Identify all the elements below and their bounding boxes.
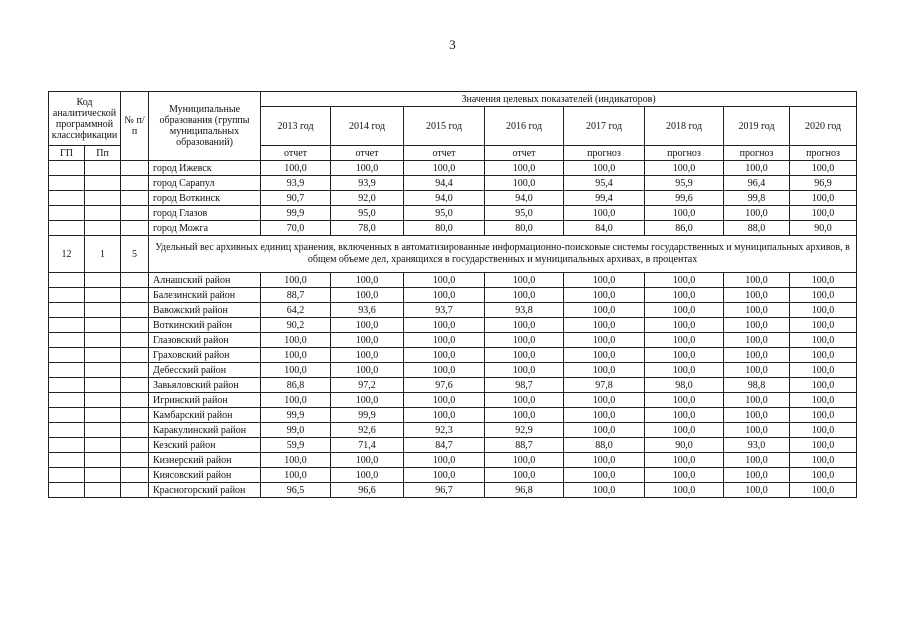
num-header: № п/п [121, 92, 149, 161]
num-cell [121, 303, 149, 318]
indicators-table [48, 91, 857, 498]
num-cell [121, 363, 149, 378]
value-cell: 100,0 [404, 393, 485, 408]
table-row [49, 161, 857, 176]
value-type-header: отчет [261, 146, 331, 161]
value-cell: 100,0 [724, 363, 790, 378]
pp-cell [85, 483, 121, 498]
pp-cell [85, 438, 121, 453]
value-cell: 94,0 [404, 191, 485, 206]
value-cell: 97,2 [331, 378, 404, 393]
value-cell: 100,0 [790, 423, 857, 438]
num-cell [121, 333, 149, 348]
values-header: Значения целевых показателей (индикаторов) [261, 92, 857, 107]
gp-cell [49, 318, 85, 333]
value-cell: 100,0 [724, 273, 790, 288]
value-cell: 96,6 [331, 483, 404, 498]
num-cell [121, 408, 149, 423]
value-cell: 100,0 [645, 453, 724, 468]
value-cell: 100,0 [261, 333, 331, 348]
municipality-name: Вавожский район [149, 303, 261, 318]
municipality-name: Красногорский район [149, 483, 261, 498]
value-cell: 100,0 [724, 453, 790, 468]
value-cell: 100,0 [645, 348, 724, 363]
municipality-name: город Глазов [149, 206, 261, 221]
value-cell: 100,0 [790, 468, 857, 483]
value-cell: 93,7 [404, 303, 485, 318]
pp-header: Пп [85, 146, 121, 161]
gp-cell [49, 483, 85, 498]
value-cell: 88,7 [485, 438, 564, 453]
value-cell: 100,0 [564, 363, 645, 378]
num-cell [121, 273, 149, 288]
value-cell: 100,0 [790, 191, 857, 206]
value-cell: 98,0 [645, 378, 724, 393]
value-cell: 88,0 [724, 221, 790, 236]
table-row [49, 438, 857, 453]
value-cell: 88,0 [564, 438, 645, 453]
municipality-name: город Воткинск [149, 191, 261, 206]
value-cell: 100,0 [331, 273, 404, 288]
gp-cell [49, 288, 85, 303]
value-cell: 100,0 [724, 161, 790, 176]
value-cell: 100,0 [645, 273, 724, 288]
value-cell: 100,0 [564, 408, 645, 423]
num-cell [121, 393, 149, 408]
value-cell: 100,0 [261, 348, 331, 363]
num-cell [121, 176, 149, 191]
value-cell: 100,0 [724, 348, 790, 363]
value-cell: 100,0 [404, 408, 485, 423]
gp-header: ГП [49, 146, 85, 161]
value-cell: 84,0 [564, 221, 645, 236]
table-row [49, 288, 857, 303]
table-row [49, 303, 857, 318]
pp-cell [85, 453, 121, 468]
municipality-name: Граховский район [149, 348, 261, 363]
num-cell [121, 483, 149, 498]
value-cell: 100,0 [645, 161, 724, 176]
value-cell: 100,0 [331, 288, 404, 303]
value-cell: 100,0 [404, 333, 485, 348]
indicator-row [49, 236, 857, 273]
value-cell: 98,8 [724, 378, 790, 393]
value-cell: 86,0 [645, 221, 724, 236]
value-cell: 100,0 [724, 206, 790, 221]
pp-cell [85, 393, 121, 408]
value-cell: 100,0 [485, 161, 564, 176]
value-cell: 100,0 [645, 363, 724, 378]
value-cell: 93,8 [485, 303, 564, 318]
value-cell: 80,0 [404, 221, 485, 236]
table-row [49, 273, 857, 288]
value-cell: 99,8 [724, 191, 790, 206]
value-cell: 94,0 [485, 191, 564, 206]
municipality-name: Киясовский район [149, 468, 261, 483]
value-type-header: прогноз [645, 146, 724, 161]
value-cell: 99,9 [261, 408, 331, 423]
value-cell: 70,0 [261, 221, 331, 236]
year-header: 2020 год [790, 107, 857, 146]
municipality-name: Дебесский район [149, 363, 261, 378]
value-cell: 86,8 [261, 378, 331, 393]
value-cell: 100,0 [645, 288, 724, 303]
value-cell: 100,0 [564, 303, 645, 318]
table-row [49, 468, 857, 483]
value-cell: 100,0 [485, 363, 564, 378]
gp-cell [49, 176, 85, 191]
municipality-name: Игринский район [149, 393, 261, 408]
value-cell: 97,8 [564, 378, 645, 393]
municipality-name: Воткинский район [149, 318, 261, 333]
year-header: 2014 год [331, 107, 404, 146]
value-cell: 100,0 [790, 438, 857, 453]
pp-cell: 1 [85, 236, 121, 273]
table-row [49, 483, 857, 498]
gp-cell [49, 378, 85, 393]
municipality-name: Каракулинский район [149, 423, 261, 438]
pp-cell [85, 333, 121, 348]
table-row [49, 191, 857, 206]
value-cell: 100,0 [564, 468, 645, 483]
value-cell: 96,7 [404, 483, 485, 498]
value-cell: 59,9 [261, 438, 331, 453]
value-type-header: отчет [331, 146, 404, 161]
gp-cell [49, 438, 85, 453]
value-cell: 100,0 [564, 288, 645, 303]
value-cell: 100,0 [724, 408, 790, 423]
value-cell: 92,9 [485, 423, 564, 438]
value-cell: 100,0 [724, 393, 790, 408]
value-cell: 96,4 [724, 176, 790, 191]
value-cell: 90,2 [261, 318, 331, 333]
value-cell: 100,0 [564, 483, 645, 498]
value-cell: 100,0 [790, 273, 857, 288]
value-cell: 100,0 [790, 348, 857, 363]
value-cell: 100,0 [331, 363, 404, 378]
value-cell: 100,0 [724, 483, 790, 498]
gp-cell [49, 363, 85, 378]
num-cell [121, 438, 149, 453]
value-cell: 92,3 [404, 423, 485, 438]
table-row [49, 393, 857, 408]
value-cell: 84,7 [404, 438, 485, 453]
gp-cell [49, 408, 85, 423]
value-cell: 100,0 [564, 348, 645, 363]
value-type-header: отчет [485, 146, 564, 161]
num-cell [121, 348, 149, 363]
value-cell: 64,2 [261, 303, 331, 318]
value-cell: 100,0 [645, 468, 724, 483]
num-cell [121, 453, 149, 468]
table-row [49, 423, 857, 438]
year-header: 2019 год [724, 107, 790, 146]
pp-cell [85, 273, 121, 288]
value-cell: 95,0 [485, 206, 564, 221]
value-cell: 100,0 [485, 468, 564, 483]
value-cell: 100,0 [485, 318, 564, 333]
value-cell: 71,4 [331, 438, 404, 453]
table-row [49, 453, 857, 468]
value-cell: 100,0 [724, 303, 790, 318]
value-cell: 100,0 [331, 453, 404, 468]
value-cell: 100,0 [564, 161, 645, 176]
pp-cell [85, 161, 121, 176]
indicator-title: Удельный вес архивных единиц хранения, включенных в автоматизированные информационно-поисковые системы государственных и муниципальных архивов, в общем объеме дел, хранящихся в государственных и муниципальных архивах, в процентах [149, 236, 857, 273]
value-cell: 100,0 [790, 363, 857, 378]
value-cell: 100,0 [485, 273, 564, 288]
value-cell: 100,0 [645, 303, 724, 318]
value-cell: 100,0 [331, 468, 404, 483]
num-cell [121, 288, 149, 303]
num-cell [121, 378, 149, 393]
value-cell: 100,0 [261, 161, 331, 176]
value-cell: 100,0 [331, 348, 404, 363]
value-cell: 100,0 [261, 363, 331, 378]
page-number: 3 [449, 37, 456, 52]
gp-cell [49, 333, 85, 348]
value-cell: 96,5 [261, 483, 331, 498]
pp-cell [85, 288, 121, 303]
value-cell: 99,9 [331, 408, 404, 423]
value-cell: 100,0 [331, 333, 404, 348]
table-row [49, 333, 857, 348]
value-cell: 100,0 [645, 423, 724, 438]
value-cell: 100,0 [404, 453, 485, 468]
num-cell [121, 423, 149, 438]
value-cell: 100,0 [645, 206, 724, 221]
value-cell: 100,0 [790, 303, 857, 318]
municipality-header: Муниципальные образования (группы муниципальных образований) [149, 92, 261, 161]
value-cell: 100,0 [404, 468, 485, 483]
value-cell: 100,0 [724, 318, 790, 333]
gp-cell: 12 [49, 236, 85, 273]
value-cell: 100,0 [564, 453, 645, 468]
value-cell: 99,6 [645, 191, 724, 206]
year-header: 2018 год [645, 107, 724, 146]
gp-cell [49, 273, 85, 288]
value-cell: 100,0 [564, 393, 645, 408]
value-cell: 94,4 [404, 176, 485, 191]
pp-cell [85, 378, 121, 393]
gp-cell [49, 206, 85, 221]
pp-cell [85, 423, 121, 438]
pp-cell [85, 348, 121, 363]
value-type-header: отчет [404, 146, 485, 161]
value-cell: 93,6 [331, 303, 404, 318]
value-cell: 95,0 [331, 206, 404, 221]
value-cell: 100,0 [790, 161, 857, 176]
municipality-name: город Можга [149, 221, 261, 236]
municipality-name: Глазовский район [149, 333, 261, 348]
value-cell: 99,4 [564, 191, 645, 206]
table-row [49, 176, 857, 191]
value-cell: 93,9 [261, 176, 331, 191]
value-cell: 100,0 [331, 161, 404, 176]
table-row [49, 408, 857, 423]
pp-cell [85, 206, 121, 221]
value-cell: 90,0 [790, 221, 857, 236]
value-cell: 95,0 [404, 206, 485, 221]
gp-cell [49, 468, 85, 483]
gp-cell [49, 221, 85, 236]
value-type-header: прогноз [724, 146, 790, 161]
value-cell: 100,0 [790, 206, 857, 221]
value-cell: 100,0 [331, 393, 404, 408]
value-cell: 100,0 [485, 453, 564, 468]
value-cell: 100,0 [564, 318, 645, 333]
value-cell: 100,0 [485, 176, 564, 191]
value-cell: 100,0 [261, 393, 331, 408]
value-cell: 100,0 [790, 288, 857, 303]
value-cell: 100,0 [261, 453, 331, 468]
value-cell: 100,0 [404, 363, 485, 378]
gp-cell [49, 303, 85, 318]
value-cell: 92,0 [331, 191, 404, 206]
value-cell: 80,0 [485, 221, 564, 236]
value-cell: 99,0 [261, 423, 331, 438]
value-cell: 100,0 [261, 468, 331, 483]
value-cell: 100,0 [485, 348, 564, 363]
value-cell: 92,6 [331, 423, 404, 438]
value-cell: 100,0 [790, 378, 857, 393]
value-type-header: прогноз [564, 146, 645, 161]
value-cell: 90,0 [645, 438, 724, 453]
pp-cell [85, 408, 121, 423]
municipality-name: Кезский район [149, 438, 261, 453]
gp-cell [49, 191, 85, 206]
value-cell: 100,0 [645, 408, 724, 423]
value-cell: 100,0 [485, 333, 564, 348]
municipality-name: Завьяловский район [149, 378, 261, 393]
pp-cell [85, 221, 121, 236]
num-cell [121, 468, 149, 483]
municipality-name: Алнашский район [149, 273, 261, 288]
num-cell [121, 221, 149, 236]
value-cell: 100,0 [645, 333, 724, 348]
table-row [49, 318, 857, 333]
value-cell: 95,9 [645, 176, 724, 191]
value-cell: 100,0 [564, 423, 645, 438]
code-header: Код аналитической программной классификации [49, 92, 121, 146]
year-header: 2015 год [404, 107, 485, 146]
value-cell: 96,9 [790, 176, 857, 191]
municipality-name: Балезинский район [149, 288, 261, 303]
gp-cell [49, 161, 85, 176]
value-cell: 100,0 [485, 393, 564, 408]
value-cell: 95,4 [564, 176, 645, 191]
num-cell: 5 [121, 236, 149, 273]
value-cell: 78,0 [331, 221, 404, 236]
value-cell: 98,7 [485, 378, 564, 393]
value-cell: 100,0 [645, 393, 724, 408]
table-row [49, 378, 857, 393]
value-cell: 100,0 [724, 423, 790, 438]
value-cell: 100,0 [404, 348, 485, 363]
value-cell: 93,0 [724, 438, 790, 453]
municipality-name: город Сарапул [149, 176, 261, 191]
value-cell: 90,7 [261, 191, 331, 206]
value-cell: 100,0 [724, 468, 790, 483]
value-cell: 100,0 [790, 333, 857, 348]
value-cell: 100,0 [564, 206, 645, 221]
municipality-name: Камбарский район [149, 408, 261, 423]
gp-cell [49, 348, 85, 363]
num-cell [121, 161, 149, 176]
value-cell: 100,0 [485, 288, 564, 303]
num-cell [121, 318, 149, 333]
table-row [49, 348, 857, 363]
gp-cell [49, 453, 85, 468]
value-cell: 100,0 [724, 333, 790, 348]
pp-cell [85, 318, 121, 333]
table-row [49, 206, 857, 221]
year-header: 2013 год [261, 107, 331, 146]
value-cell: 100,0 [404, 288, 485, 303]
num-cell [121, 191, 149, 206]
table-row [49, 221, 857, 236]
pp-cell [85, 468, 121, 483]
year-header: 2017 год [564, 107, 645, 146]
municipality-name: Кизнерский район [149, 453, 261, 468]
value-cell: 88,7 [261, 288, 331, 303]
municipality-name: город Ижевск [149, 161, 261, 176]
value-cell: 100,0 [645, 318, 724, 333]
value-cell: 100,0 [790, 408, 857, 423]
value-cell: 100,0 [790, 318, 857, 333]
table-row [49, 363, 857, 378]
value-cell: 100,0 [261, 273, 331, 288]
pp-cell [85, 176, 121, 191]
value-cell: 100,0 [485, 408, 564, 423]
value-cell: 99,9 [261, 206, 331, 221]
value-cell: 100,0 [404, 273, 485, 288]
pp-cell [85, 303, 121, 318]
value-cell: 97,6 [404, 378, 485, 393]
gp-cell [49, 393, 85, 408]
gp-cell [49, 423, 85, 438]
num-cell [121, 206, 149, 221]
year-header: 2016 год [485, 107, 564, 146]
value-cell: 100,0 [724, 288, 790, 303]
value-cell: 100,0 [404, 318, 485, 333]
value-cell: 93,9 [331, 176, 404, 191]
value-cell: 100,0 [564, 273, 645, 288]
value-cell: 100,0 [790, 393, 857, 408]
value-cell: 100,0 [645, 483, 724, 498]
value-cell: 96,8 [485, 483, 564, 498]
pp-cell [85, 191, 121, 206]
value-cell: 100,0 [564, 333, 645, 348]
value-cell: 100,0 [331, 318, 404, 333]
value-cell: 100,0 [790, 483, 857, 498]
value-cell: 100,0 [404, 161, 485, 176]
value-cell: 100,0 [790, 453, 857, 468]
value-type-header: прогноз [790, 146, 857, 161]
pp-cell [85, 363, 121, 378]
